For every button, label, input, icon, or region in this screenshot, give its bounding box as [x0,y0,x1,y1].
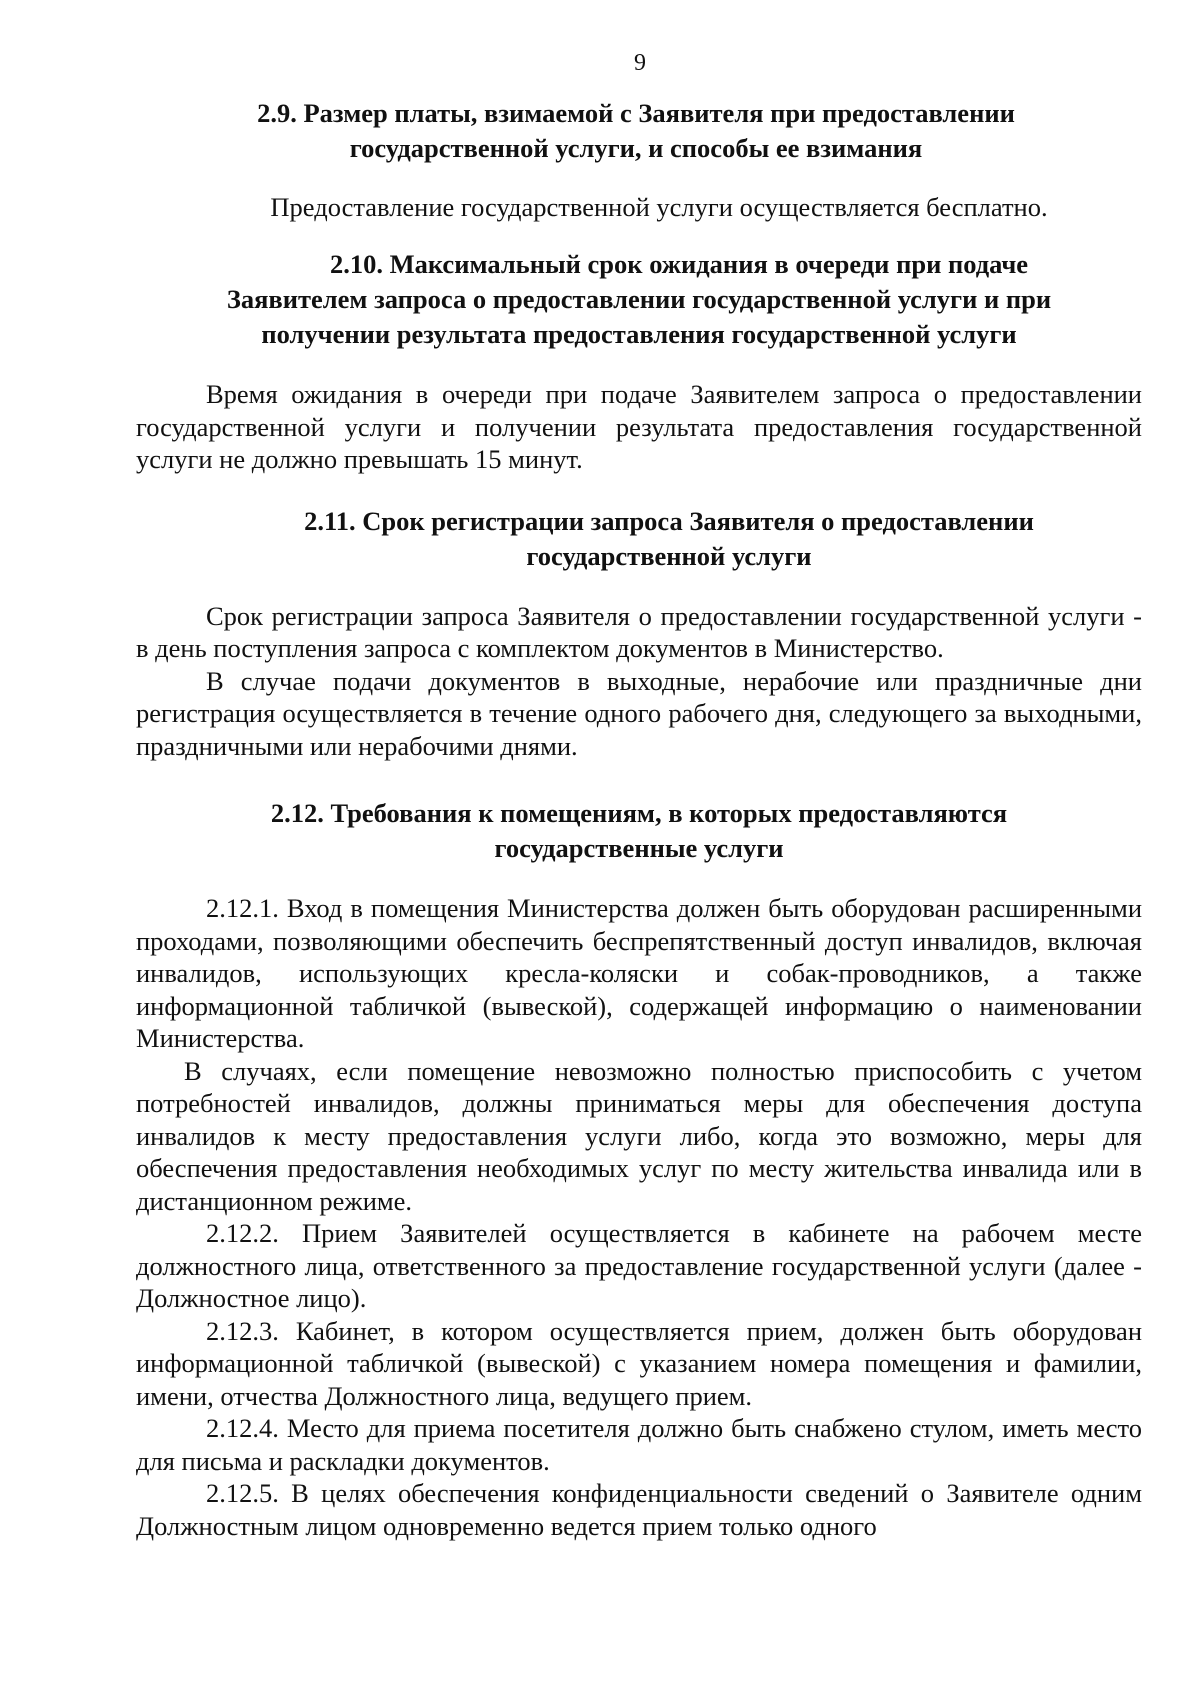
section-2-9 [136,96,1142,223]
section-heading [136,247,1142,352]
section-2-12 [136,796,1142,1542]
section-2-10 [136,247,1142,476]
section-heading [130,96,1142,166]
page-number: 9 [634,50,646,76]
heading-line: государственной услуги, и способы ее взимания [349,133,923,163]
section-heading [136,796,1142,866]
document-body [136,96,1142,1542]
heading-line: получении результата предоставления государственной услуги [261,319,1017,349]
paragraph: 2.12.3. Кабинет, в котором осуществляется прием, должен быть оборудован информационной табличкой (вывеской) с указанием номера помещения и фамилии, имени, отчества Должностного лица, ведущего прием. [136,1315,1142,1411]
paragraph: Срок регистрации запроса Заявителя о предоставлении государственной услуги - в день поступления запроса с комплектом документов в Министерство. [136,600,1142,663]
heading-line: 2.12. Требования к помещениям, в которых предоставляются [270,798,1008,828]
paragraph: Время ожидания в очереди при подаче Заявителем запроса о предоставлении государственной услуги и получении результата предоставления государственной услуги не должно превышать 15 минут. [136,379,1142,474]
heading-line: 2.11. Срок регистрации запроса Заявителя о предоставлении [304,505,1034,536]
paragraph: 2.12.5. В целях обеспечения конфиденциальности сведений о Заявителе одним Должностным лицом одновременно ведется прием только одного [136,1478,1142,1541]
section-2-11 [136,504,1142,763]
section-heading [136,504,1142,574]
heading-line: государственной услуги [526,540,812,571]
heading-line: государственные услуги [494,833,784,863]
heading-line: 2.9. Размер платы, взимаемой с Заявителя при предоставлении [257,98,1015,128]
paragraph: В случаях, если помещение невозможно полностью приспособить с учетом потребностей инвалидов, должны приниматься меры для обеспечения доступа инвалидов к месту предоставления услуги либо, когда это возможно, меры для обеспечения предоставления необходимых услуг по месту жительства инвалида или в дистанционном режиме. [136,1055,1142,1216]
paragraph: В случае подачи документов в выходные, нерабочие или праздничные дни регистрация осуществляется в течение одного рабочего дня, следующего за выходными, праздничными или нерабочими днями. [136,665,1142,761]
paragraph: 2.12.2. Прием Заявителей осуществляется в кабинете на рабочем месте должностного лица, ответственного за предоставление государственной услуги (далее - Должностное лицо). [136,1218,1142,1313]
paragraph: 2.12.1. Вход в помещения Министерства должен быть оборудован расширенными проходами, позволяющими обеспечить беспрепятственный доступ инвалидов, включая инвалидов, использующих кресла-коляски и собак-проводников, а также информационной табличкой (вывеской), содержащей информацию о наименовании Министерства. [136,893,1142,1053]
heading-line: 2.10. Максимальный срок ожидания в очереди при подаче [329,249,1029,279]
heading-line: Заявителем запроса о предоставлении государственной услуги и при [226,284,1052,314]
paragraph: Предоставление государственной услуги осуществляется бесплатно. [270,192,1048,222]
paragraph: 2.12.4. Место для приема посетителя должно быть снабжено стулом, иметь место для письма и раскладки документов. [136,1413,1142,1476]
